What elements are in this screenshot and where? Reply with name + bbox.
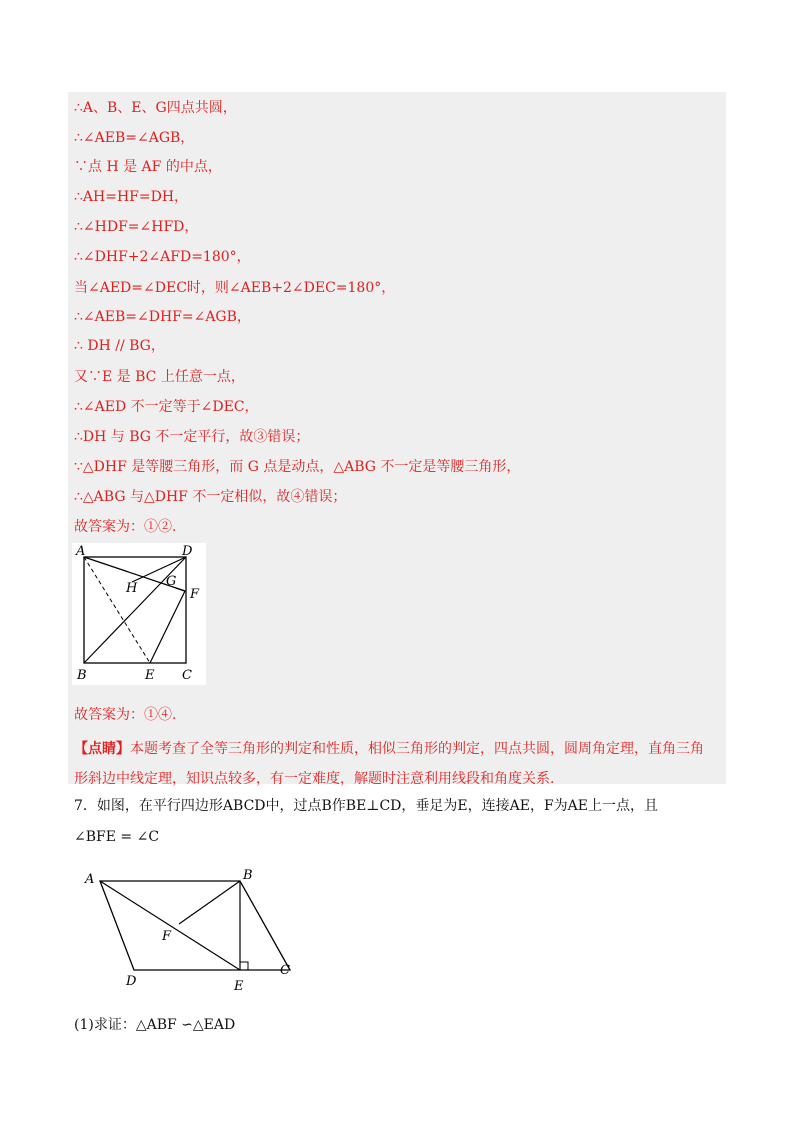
comment-paragraph: [74, 734, 714, 794]
solution-line-6: ∴∠DHF+2∠AFD=180°，: [74, 249, 251, 265]
fig2-label-a: A: [85, 872, 95, 887]
fig2-label-b: B: [243, 868, 253, 883]
square-figure: [72, 543, 206, 685]
comment-text: 本题考查了全等三角形的判定和性质，相似三角形的判定，四点共圆，圆周角定理，直角三角形斜边中线定理，知识点较多，有一定难度，解题时注意利用线段和角度关系.: [74, 741, 704, 787]
solution-line-8: ∴∠AEB=∠DHF=∠AGB，: [74, 309, 251, 325]
solution-line-14: ∴△ABG 与△DHF 不一定相似，故④错误；: [74, 489, 347, 505]
solution-line-9: ∴ DH // BG，: [74, 338, 165, 354]
answer-line: 故答案为：①④.: [74, 707, 177, 723]
parallelogram-figure: [80, 866, 300, 996]
solution-line-15: 故答案为：①②.: [74, 519, 177, 535]
solution-line-2: ∴∠AEB=∠AGB，: [74, 130, 195, 146]
fig2-label-c: C: [280, 963, 290, 978]
fig2-label-f: F: [162, 929, 172, 944]
fig1-label-c: C: [182, 668, 192, 683]
solution-line-3: ∵点 H 是 AF 的中点，: [74, 159, 222, 175]
solution-line-5: ∴∠HDF=∠HFD，: [74, 219, 199, 235]
problem-line-2: ∠BFE = ∠C: [74, 829, 160, 845]
solution-line-13: ∵△DHF 是等腰三角形，而 G 点是动点，△ABG 不一定是等腰三角形，: [74, 459, 521, 475]
comment-tag: 【点睛】: [74, 741, 130, 757]
solution-line-1: ∴A、B、E、G四点共圆，: [74, 100, 237, 116]
solution-line-7: 当∠AED=∠DEC时，则∠AEB+2∠DEC=180°，: [74, 280, 396, 296]
fig1-label-e: E: [145, 668, 155, 683]
fig1-label-f: F: [190, 587, 200, 602]
fig2-label-d: D: [126, 974, 137, 989]
solution-line-11: ∴∠AED 不一定等于∠DEC，: [74, 399, 259, 415]
fig1-label-h: H: [126, 581, 138, 596]
solution-line-12: ∴DH 与 BG 不一定平行，故③错误；: [74, 429, 310, 445]
solution-line-10: 又∵E 是 BC 上任意一点，: [74, 369, 245, 385]
fig1-label-g: G: [166, 574, 177, 589]
fig1-label-a: A: [76, 544, 86, 559]
fig2-label-e: E: [234, 979, 244, 994]
solution-line-4: ∴AH=HF=DH，: [74, 189, 189, 205]
problem-part1: (1)求证：△ABF ∽△EAD: [74, 1017, 236, 1033]
problem-line-1: 7．如图，在平行四边形ABCD中，过点B作BE⊥CD，垂足为E，连接AE，F为AE上一点，且: [74, 798, 658, 814]
fig1-label-d: D: [182, 544, 193, 559]
fig1-label-b: B: [77, 668, 87, 683]
